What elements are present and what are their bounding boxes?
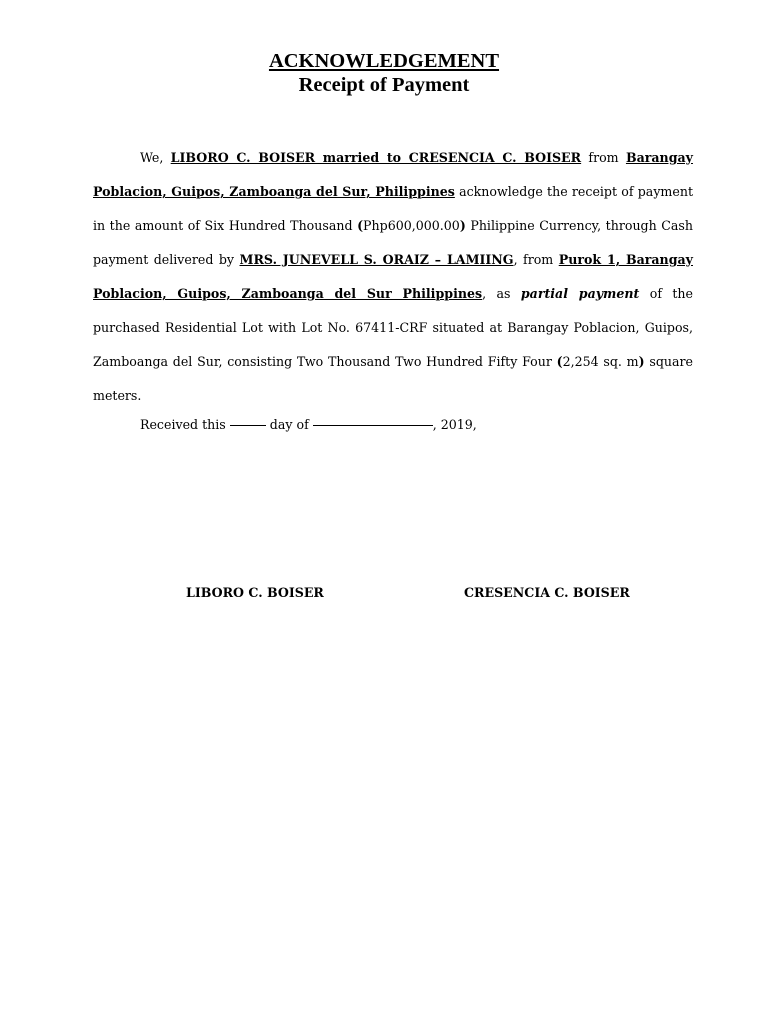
received-prefix: Received this: [140, 417, 226, 432]
amount-close-paren: ): [459, 218, 466, 233]
text-as: , as: [482, 286, 511, 301]
month-blank: [313, 424, 433, 426]
document-title: ACKNOWLEDGEMENT: [268, 50, 500, 72]
payor-names: LIBORO C. BOISER married to CRESENCIA C. BOISER: [170, 150, 582, 165]
signature-left: LIBORO C. BOISER: [186, 585, 324, 600]
text-square-meters: square meters.: [93, 354, 693, 403]
area-open-paren: (: [556, 354, 563, 369]
text-we: We,: [140, 150, 164, 165]
lot-area: 2,254 sq. m: [562, 354, 639, 369]
document-subtitle: Receipt of Payment: [298, 74, 470, 96]
text-from-2: , from: [513, 252, 554, 267]
received-line: [140, 408, 477, 442]
signature-right: CRESENCIA C. BOISER: [464, 585, 630, 600]
payor-address: Barangay Poblacion, Guipos, Zamboanga del Sur, Philippines: [93, 150, 693, 199]
amount-open-paren: (: [357, 218, 364, 233]
payee-name: MRS. JUNEVELL S. ORAIZ – LAMIING: [239, 252, 514, 267]
received-mid: day of: [269, 417, 309, 432]
payment-amount: Php600,000.00: [363, 218, 460, 233]
day-blank: [230, 424, 266, 426]
payee-address: Purok 1, Barangay Poblacion, Guipos, Zamboanga del Sur Philippines: [93, 252, 693, 301]
text-acknowledge: acknowledge the receipt of payment in the amount of Six Hundred Thousand: [93, 184, 693, 233]
payment-type: partial payment: [520, 286, 640, 301]
text-currency: Philippine Currency, through Cash payment delivered by: [93, 218, 693, 267]
acknowledgement-paragraph: [93, 141, 693, 413]
text-lot-description: of the purchased Residential Lot with Lot No. 67411-CRF situated at Barangay Poblacion, Guipos, Zamboanga del Sur, consisting Two Thousand Two Hundred Fifty Four: [93, 286, 693, 369]
received-suffix: , 2019,: [432, 417, 477, 432]
area-close-paren: ): [638, 354, 645, 369]
text-from: from: [588, 150, 619, 165]
